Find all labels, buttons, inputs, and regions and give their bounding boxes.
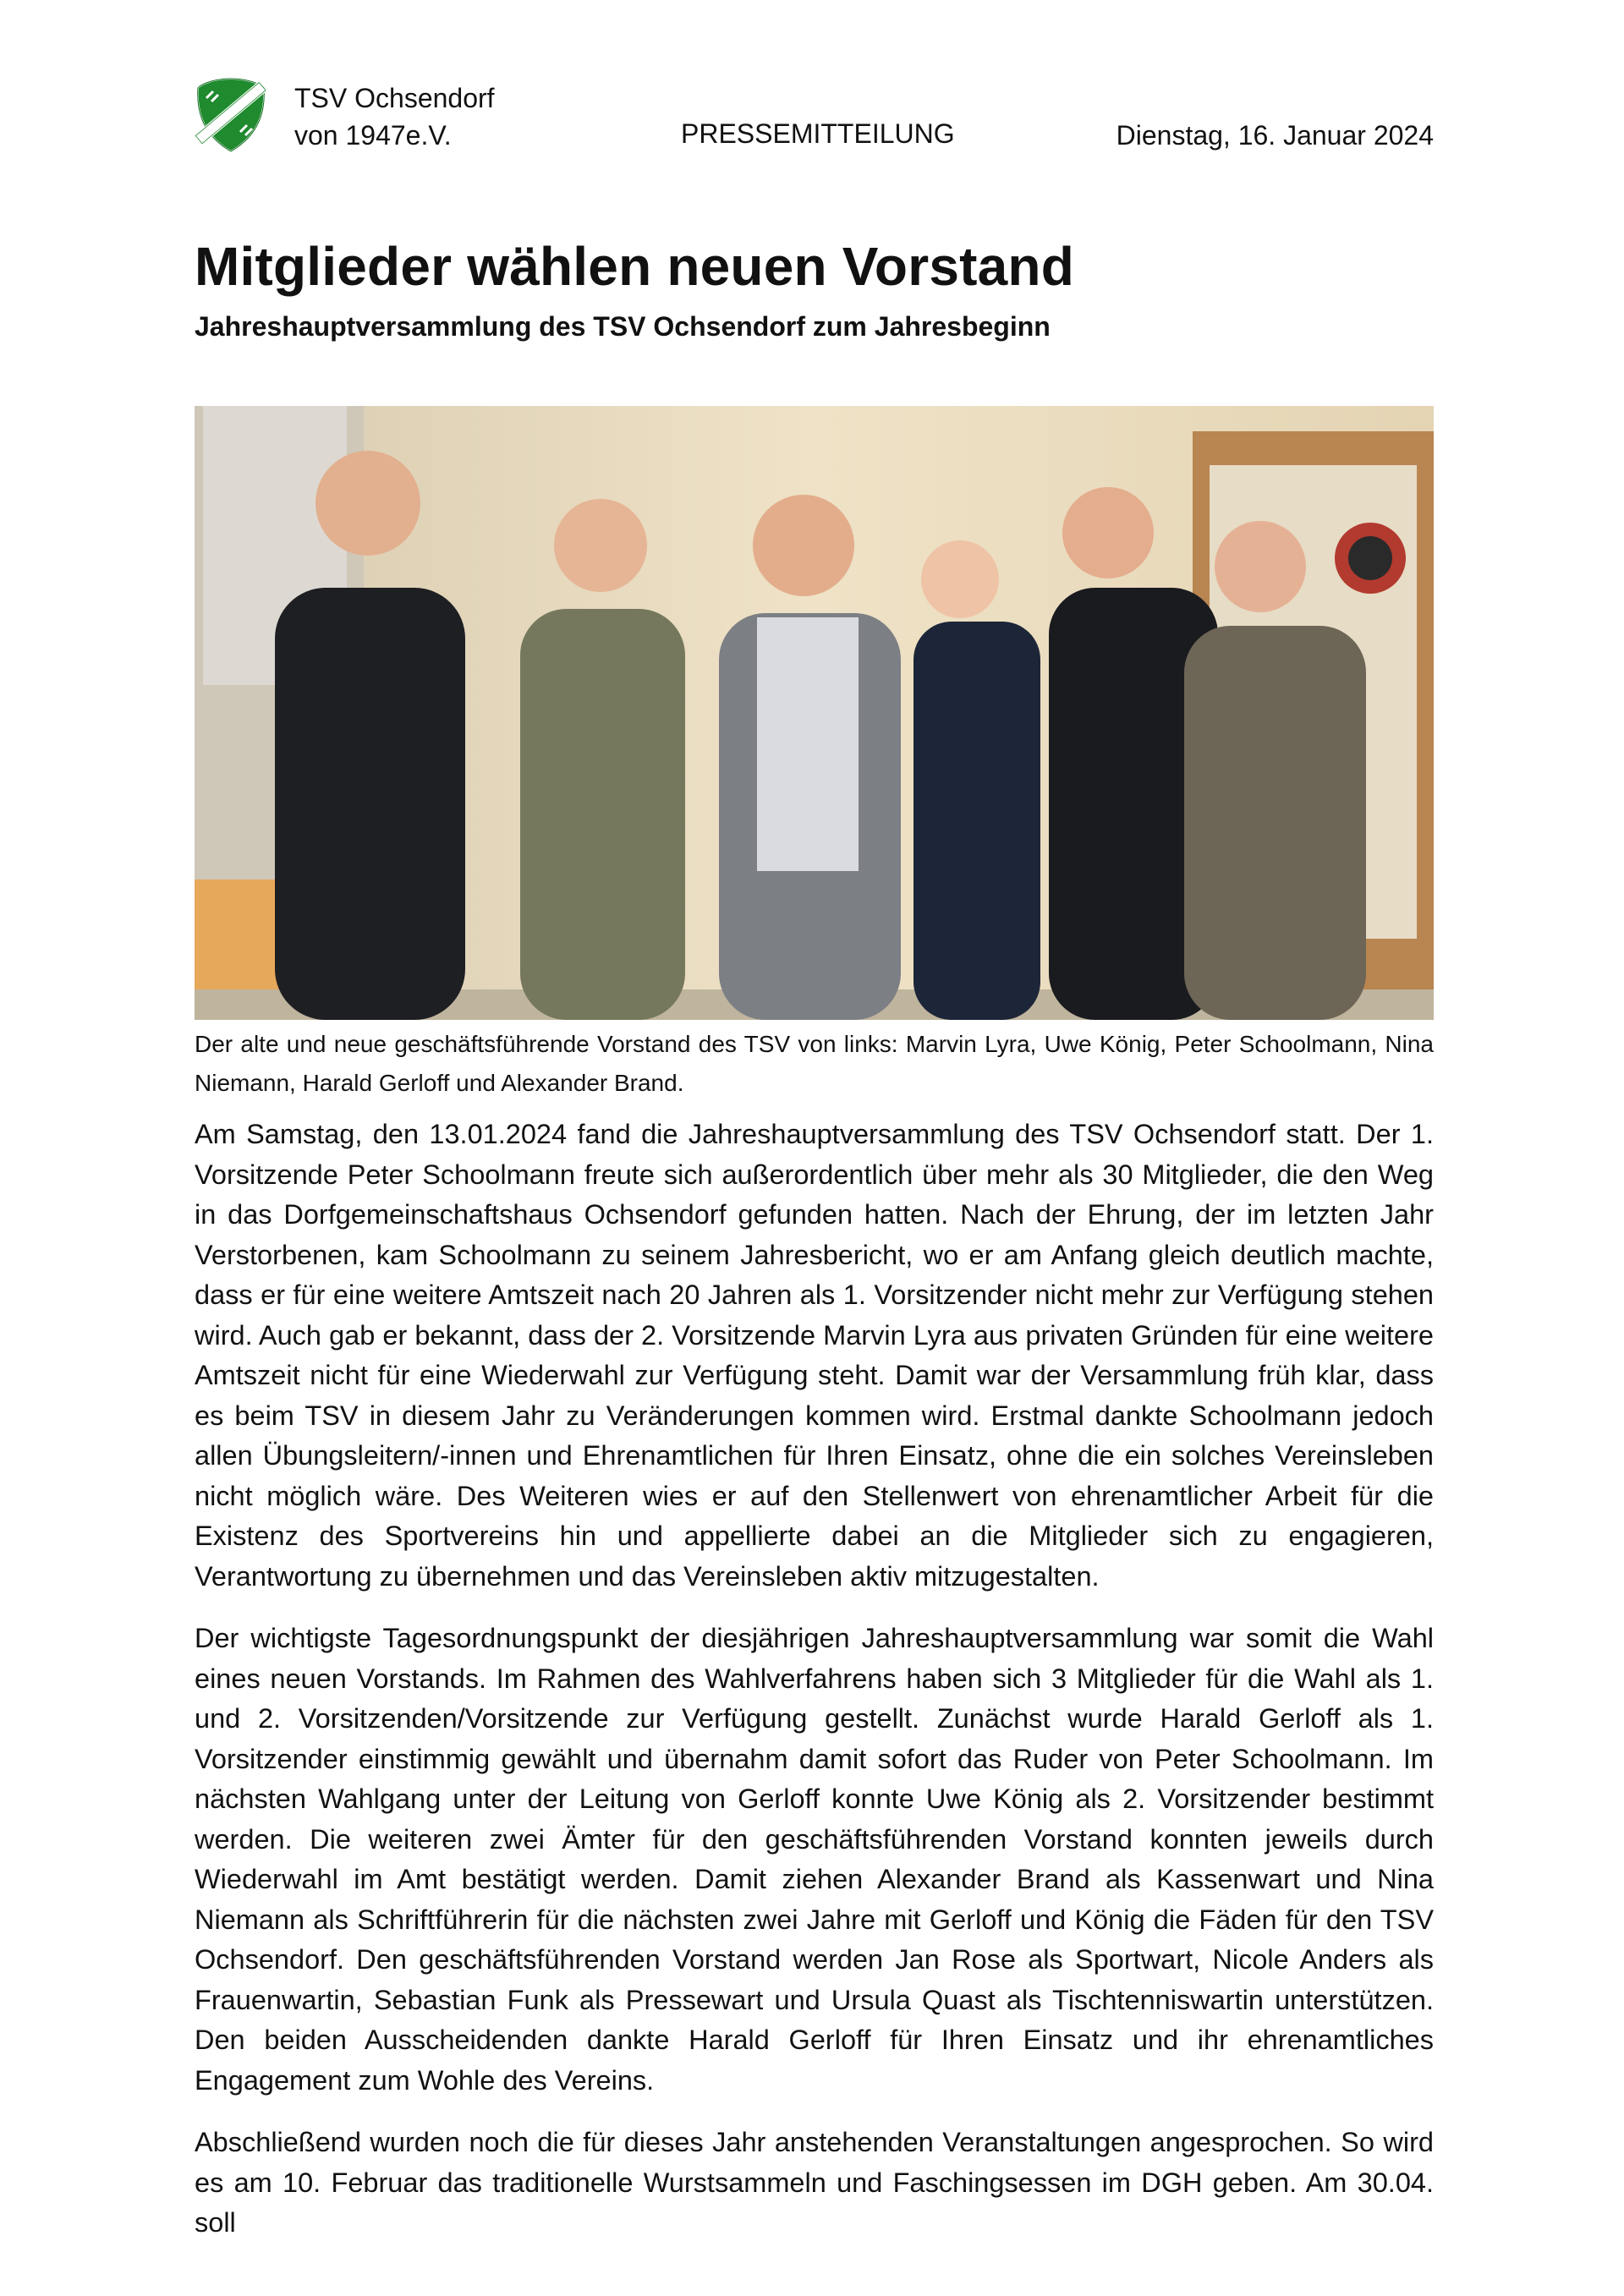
article-title: Mitglieder wählen neuen Vorstand [195,236,1075,297]
article-subtitle: Jahreshauptversammlung des TSV Ochsendorf zum Jahresbeginn [195,311,1051,342]
article-body [195,1115,1434,2266]
paragraph: Der wichtigste Tagesordnungspunkt der diesjährigen Jahreshauptversammlung war somit die Wahl eines neuen Vorstands. Im Rahmen des Wahlverfahrens haben sich 3 Mitglieder für die Wahl als 1. und 2. Vorsitzenden/Vorsitzende zur Verfügung gestellt. Zunächst wurde Harald Gerloff als 1. Vorsitzender einstimmig gewählt und übernahm damit sofort das Ruder von Peter Schoolmann. Im nächsten Wahlgang unter der Leitung von Gerloff konnte Uwe König als 2. Vorsitzender bestimmt werden. Die weiteren zwei Ämter für den geschäftsführenden Vorstand konnten jeweils durch Wiederwahl im Amt bestätigt werden. Damit ziehen Alexander Brand als Kassenwart und Nina Niemann als Schriftführerin für die nächsten zwei Jahre mit Gerloff und König die Fäden für den TSV Ochsendorf. Den geschäftsführenden Vorstand werden Jan Rose als Sportwart, Nicole Anders als Frauenwartin, Sebastian Funk als Pressewart und Ursula Quast als Tischtenniswartin unterstützen. Den beiden Ausscheidenden dankte Harald Gerloff für Ihren Einsatz und ihr ehrenamtliches Engagement zum Wohle des Vereins. [195,1623,1434,2096]
paragraph: Abschließend wurden noch die für dieses Jahr anstehenden Veranstaltungen angesprochen. So wird es am 10. Februar das traditionelle Wurstsammeln und Faschingsessen im DGH geben. Am 30.04. soll [195,2127,1434,2238]
photo-caption: Der alte und neue geschäftsführende Vorstand des TSV von links: Marvin Lyra, Uwe König, Peter Schoolmann, Nina Niemann, Harald Gerloff und Alexander Brand. [195,1031,1434,1096]
club-name-line2: von 1947e.V. [294,120,452,151]
club-name [294,79,495,154]
release-date: Dienstag, 16. Januar 2024 [1116,120,1434,151]
paragraph: Am Samstag, den 13.01.2024 fand die Jahreshauptversammlung des TSV Ochsendorf statt. Der 1. Vorsitzende Peter Schoolmann freute sich außerordentlich über mehr als 30 Mitglieder, die den Weg in das Dorfgemeinschaftshaus Ochsendorf gefunden hatten. Nach der Ehrung, der im letzten Jahr Verstorbenen, kam Schoolmann zu seinem Jahresbericht, wo er am Anfang gleich deutlich machte, dass er für eine weitere Amtszeit nach 20 Jahren als 1. Vorsitzender nicht mehr zur Verfügung stehen wird. Auch gab er bekannt, dass der 2. Vorsitzende Marvin Lyra aus privaten Gründen für eine weitere Amtszeit nicht für eine Wiederwahl zur Verfügung steht. Damit war der Versammlung früh klar, dass es beim TSV in diesem Jahr zu Veränderungen kommen wird. Erstmal dankte Schoolmann jedoch allen Übungsleitern/-innen und Ehrenamtlichen für Ihren Einsatz, ohne die ein solches Vereinsleben nicht möglich wäre. Des Weiteren wies er auf den Stellenwert von ehrenamtlicher Arbeit für die Existenz des Sportvereins hin und appellierte dabei an die Mitglieder sich zu engagieren, Verantwortung zu übernehmen und das Vereinsleben aktiv mitzugestalten. [195,1119,1434,1592]
club-crest-icon [195,76,267,154]
club-name-line1: TSV Ochsendorf [294,83,495,113]
letterhead [195,76,1434,161]
document-type: PRESSEMITTEILUNG [681,118,955,149]
group-photo [195,406,1434,1020]
